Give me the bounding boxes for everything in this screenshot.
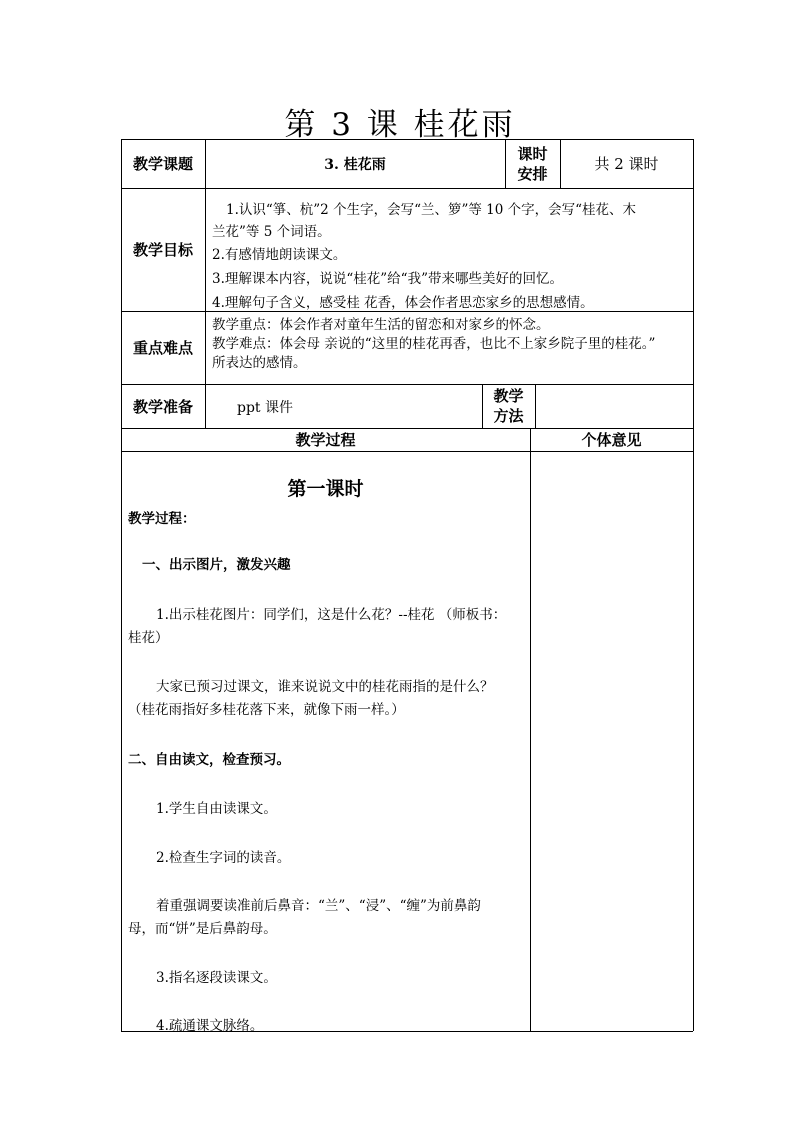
- page-title: 第 3 课 桂花雨: [284, 107, 516, 143]
- process-line: 1.出示桂花图片：同学们，这是什么花？--桂花 （师板书：: [156, 607, 507, 623]
- subject-label: 教学课题: [132, 155, 193, 173]
- process-header: 教学过程: [295, 431, 356, 449]
- goals-line: 4.理解句子含义，感受桂 花香，体会作者思恋家乡的思想感情。: [212, 295, 594, 311]
- keypoints-line: 教学重点：体会作者对童年生活的留恋和对家乡的怀念。: [212, 317, 550, 333]
- goals-line: 兰花”等 5 个词语。: [212, 224, 331, 240]
- method-label: [482, 384, 535, 428]
- schedule-label-line1: 课时: [517, 144, 548, 163]
- process-line: 着重强调要读准前后鼻音：“兰”、“浸”、“缠”为前鼻韵: [156, 898, 481, 914]
- process-line: 4.疏通课文脉络。: [156, 1018, 264, 1034]
- goals-line: 1.认识“箏、杭”2 个生字，会写“兰、箩”等 10 个字，会写“桂花、木: [226, 202, 637, 218]
- session-title: 第一课时: [287, 478, 364, 500]
- column-divider: [530, 428, 531, 1031]
- opinion-header: 个体意见: [581, 431, 642, 449]
- process-line: 二、自由读文，检查预习。: [128, 752, 290, 768]
- process-line: 大家已预习过课文，谁来说说文中的桂花雨指的是什么？: [156, 679, 494, 695]
- process-line: 2.检查生字词的读音。: [156, 850, 291, 866]
- method-value: [535, 384, 693, 428]
- goals-line: 3.理解课本内容，说说“桂花”给“我”带来哪些美好的回忆。: [212, 271, 563, 287]
- table-border-right: [693, 139, 694, 1031]
- goals-label: 教学目标: [132, 241, 193, 259]
- schedule-label-line2: 安排: [517, 164, 548, 183]
- schedule-label: [505, 139, 560, 188]
- process-line: 桂花）: [128, 630, 169, 646]
- process-line: 一、出示图片，激发兴趣: [142, 557, 291, 573]
- keypoints-label: 重点难点: [132, 339, 193, 357]
- schedule-value: 共 2 课时: [594, 155, 659, 173]
- process-line: 1.学生自由读课文。: [156, 801, 277, 817]
- method-label-line1: 教学: [493, 387, 524, 405]
- keypoints-line: 所表达的感情。: [212, 355, 307, 371]
- prep-label: 教学准备: [132, 397, 193, 416]
- row-divider: [121, 188, 693, 189]
- keypoints-line: 教学难点：体会母 亲说的“这里的桂花再香，也比不上家乡院子里的桂花。”: [212, 336, 656, 352]
- process-line: 3.指名逐段读课文。: [156, 970, 277, 986]
- row-divider: [121, 451, 693, 452]
- process-line: （桂花雨指好多桂花落下来，就像下雨一样。）: [128, 702, 405, 718]
- subject-value: 3. 桂花雨: [324, 156, 386, 173]
- goals-line: 2.有感情地朗读课文。: [212, 247, 347, 263]
- method-label-line2: 方法: [493, 407, 524, 425]
- process-line: 教学过程：: [128, 511, 196, 527]
- process-line: 母，而“饼”是后鼻韵母。: [128, 921, 277, 937]
- prep-value: ppt 课件: [237, 400, 293, 416]
- row-divider: [121, 311, 693, 312]
